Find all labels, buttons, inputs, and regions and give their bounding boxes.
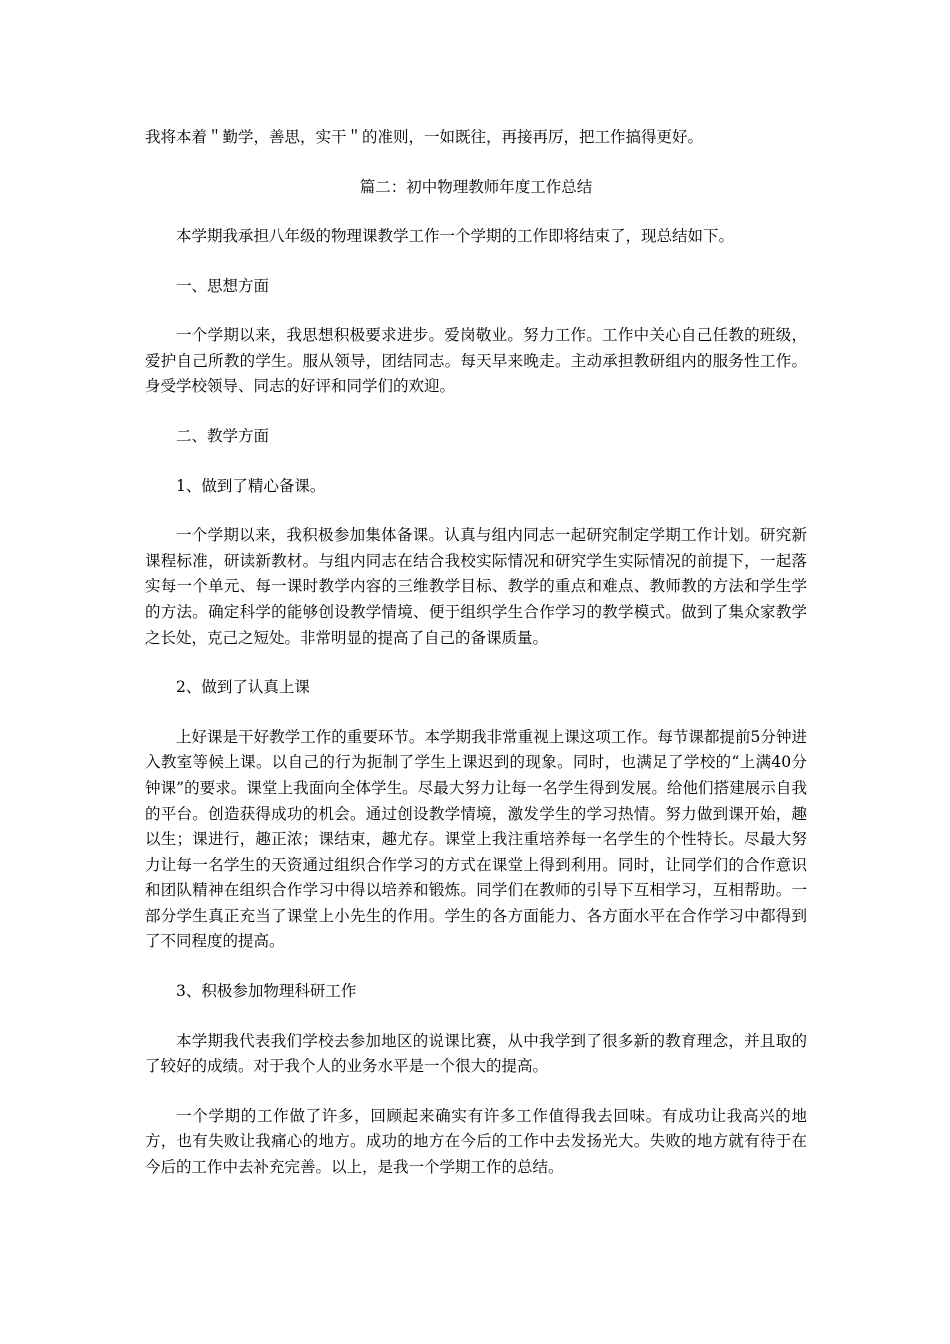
- document-page: [145, 124, 807, 1181]
- section-heading-thought: 一、思想方面: [176, 276, 270, 295]
- subsection-heading-preparation: 1、做到了精心备课。: [176, 476, 326, 495]
- intro-line: 我将本着＂勤学，善思，实干＂的准则，一如既往，再接再厉，把工作搞得更好。: [145, 128, 704, 146]
- closing-paragraph: 一个学期的工作做了许多，回顾起来确实有许多工作值得我去回味。有成功让我高兴的地方，也有失败让我痛心的地方。成功的地方在今后的工作中去发扬光大。失败的地方就有待于在今后的工作中去补充完善。以上，是我一个学期工作的总结。: [145, 1106, 807, 1177]
- section-body-thought: 一个学期以来，我思想积极要求进步。爱岗敬业。努力工作。工作中关心自己任教的班级，爱护自己所教的学生。服从领导，团结同志。每天早来晚走。主动承担教研组内的服务性工作。身受学校领导、同志的好评和同学们的欢迎。: [145, 326, 807, 396]
- subsection-body-research: 本学期我代表我们学校去参加地区的说课比赛，从中我学到了很多新的教育理念，并且取的了较好的成绩。对于我个人的业务水平是一个很大的提高。: [145, 1031, 807, 1076]
- section-heading-teaching: 二、教学方面: [176, 426, 270, 445]
- subsection-heading-class: 2、做到了认真上课: [176, 678, 310, 697]
- subsection-heading-research: 3、积极参加物理科研工作: [176, 982, 357, 1001]
- subsection-body-class: 上好课是干好教学工作的重要环节。本学期我非常重视上课这项工作。每节课都提前5分钟进入教室等候上课。以自己的行为扼制了学生上课迟到的现象。同时，也满足了学校的“上满40分钟课”的要求。课堂上我面向全体学生。尽最大努力让每一名学生得到发展。给他们搭建展示自我的平台。创造获得成功的机会。通过创设教学情境，激发学生的学习热情。努力做到课开始，趣以生；课进行，趣正浓；课结束，趣尤存。课堂上我注重培养每一名学生的个性特长。尽最大努力让每一名学生的天资通过组织合作学习的方式在课堂上得到利用。同时，让同学们的合作意识和团队精神在组织合作学习中得以培养和锻炼。同学们在教师的引导下互相学习，互相帮助。一部分学生真正充当了课堂上小先生的作用。学生的各方面能力、各方面水平在合作学习中都得到了不同程度的提高。: [145, 727, 807, 951]
- opening-paragraph: 本学期我承担八年级的物理课教学工作一个学期的工作即将结束了，现总结如下。: [176, 227, 735, 245]
- subsection-body-preparation: 一个学期以来，我积极参加集体备课。认真与组内同志一起研究制定学期工作计划。研究新课程标准，研读新教材。与组内同志在结合我校实际情况和研究学生实际情况的前提下，一起落实每一个单元、每一课时教学内容的三维教学目标、教学的重点和难点、教师教的方法和学生学的方法。确定科学的能够创设教学情境、便于组织学生合作学习的教学模式。做到了集众家教学之长处，克己之短处。非常明显的提高了自己的备课质量。: [145, 526, 807, 647]
- document-title: 篇二：初中物理教师年度工作总结: [359, 178, 593, 196]
